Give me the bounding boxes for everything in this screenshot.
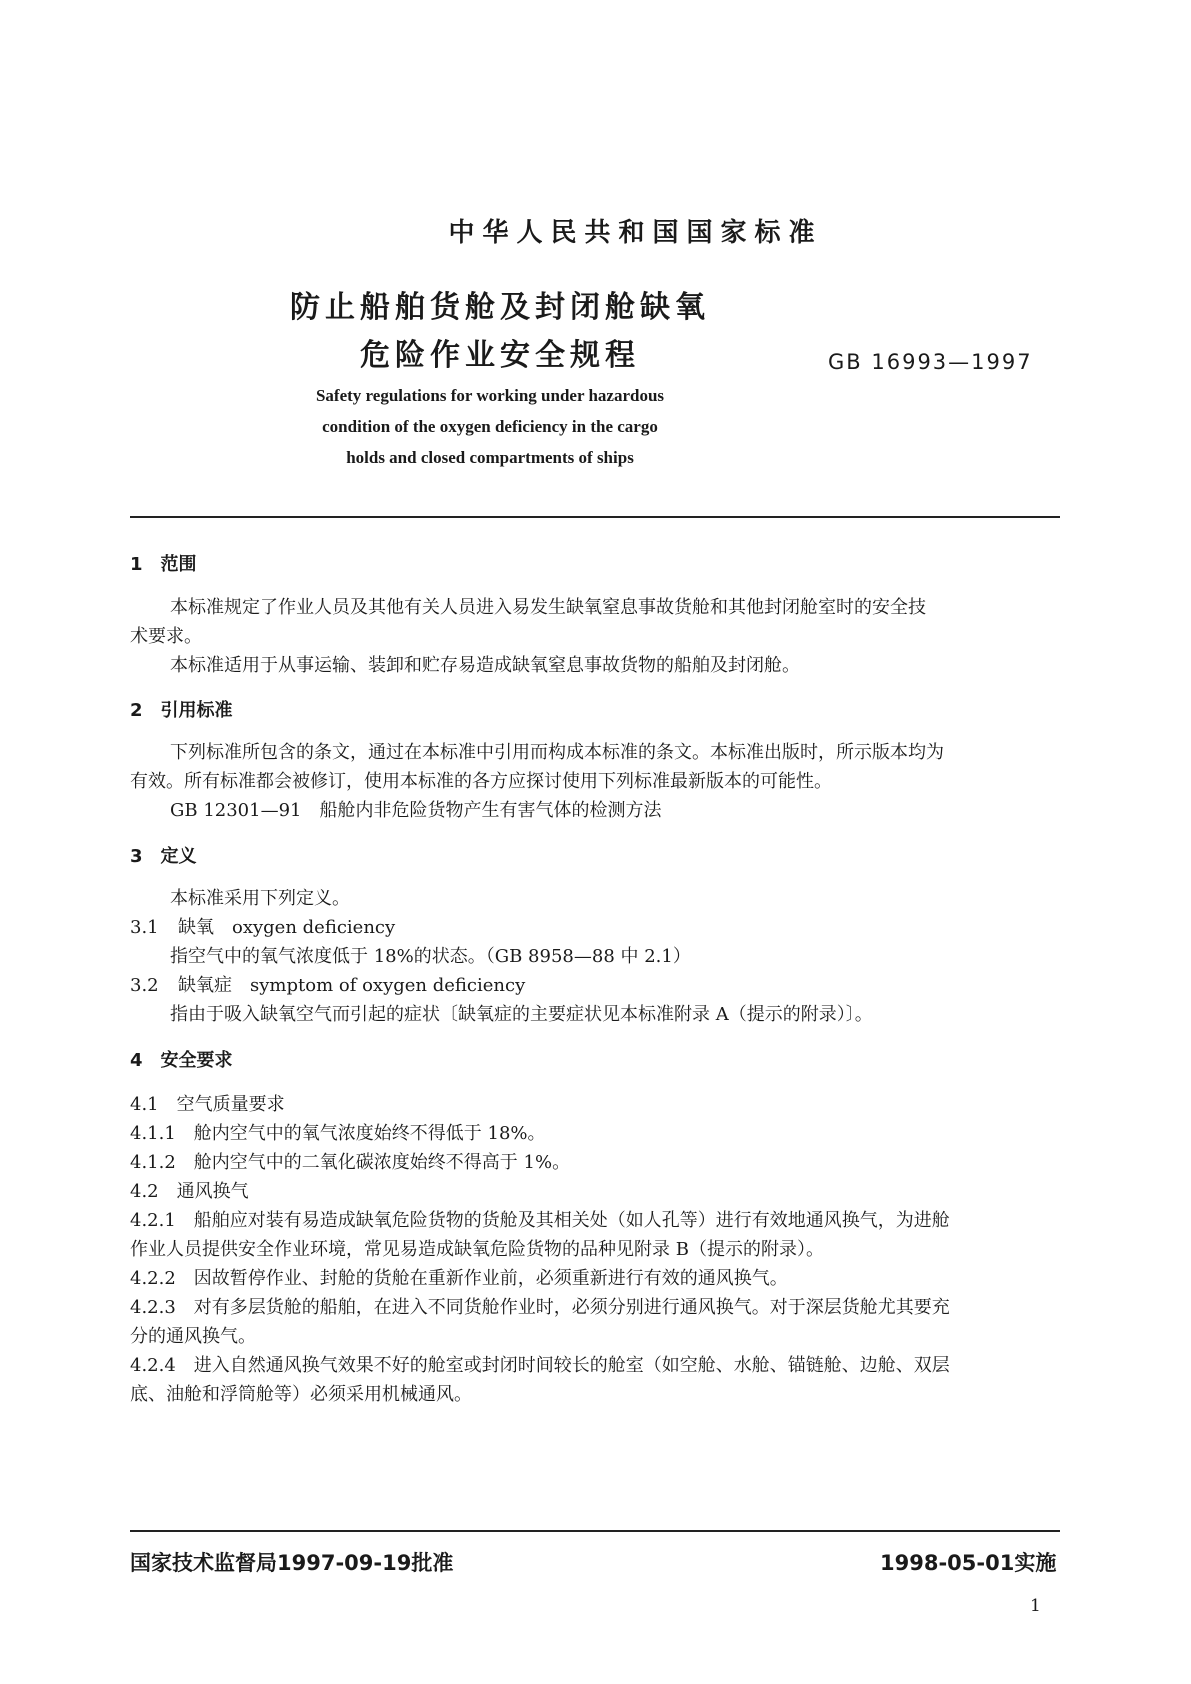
section-1-heading: 1 范围 xyxy=(130,554,197,575)
s3-intro: 本标准采用下列定义。 xyxy=(170,888,350,909)
clause-4-1: 4.1 空气质量要求 xyxy=(130,1094,285,1115)
clause-4-2: 4.2 通风换气 xyxy=(130,1181,249,1202)
s1-paragraph-2: 本标准适用于从事运输、装卸和贮存易造成缺氧窒息事故货物的船舶及封闭舱。 xyxy=(170,655,800,676)
clause-4-1-1: 4.1.1 舱内空气中的氧气浓度始终不得低于 18%。 xyxy=(130,1123,546,1144)
s2-paragraph-line2: 有效。所有标准都会被修订，使用本标准的各方应探讨使用下列标准最新版本的可能性。 xyxy=(130,771,832,792)
clause-4-2-1-line1: 4.2.1 船舶应对装有易造成缺氧危险货物的货舱及其相关处（如人孔等）进行有效地通风换气，为进舱 xyxy=(130,1210,950,1231)
clause-4-2-2: 4.2.2 因故暂停作业、封舱的货舱在重新作业前，必须重新进行有效的通风换气。 xyxy=(130,1268,788,1289)
s2-reference: GB 12301—91 船舱内非危险货物产生有害气体的检测方法 xyxy=(170,800,662,821)
s3-def2-number: 3.2 xyxy=(130,975,159,996)
s1-paragraph-1-line2: 术要求。 xyxy=(130,626,202,647)
s3-def1-text: 指空气中的氧气浓度低于 18%的状态。（GB 8958—88 中 2.1） xyxy=(170,946,691,967)
clause-4-2-3-line1: 4.2.3 对有多层货舱的船舶，在进入不同货舱作业时，必须分别进行通风换气。对于深层货舱尤其要充 xyxy=(130,1297,950,1318)
clause-4-2-4-line1: 4.2.4 进入自然通风换气效果不好的舱室或封闭时间较长的舱室（如空舱、水舱、锚链舱、边舱、双层 xyxy=(130,1355,950,1376)
clause-4-2-3-line2: 分的通风换气。 xyxy=(130,1326,256,1347)
title-en-line2: condition of the oxygen deficiency in the cargo xyxy=(322,417,658,436)
section-3-heading: 3 定义 xyxy=(130,846,197,867)
standard-number: GB 16993—1997 xyxy=(828,350,1033,374)
clause-4-2-1-line2: 作业人员提供安全作业环境，常见易造成缺氧危险货物的品种见附录 B（提示的附录）。 xyxy=(130,1239,824,1260)
title-en-line1: Safety regulations for working under hazardous xyxy=(315,386,665,405)
s3-def2-text: 指由于吸入缺氧空气而引起的症状〔缺氧症的主要症状见本标准附录 A（提示的附录）〕。 xyxy=(170,1004,873,1025)
s3-def1-number: 3.1 xyxy=(130,917,159,938)
s3-def1-term: 缺氧 oxygen deficiency xyxy=(178,917,396,938)
title-en-line3: holds and closed compartments of ships xyxy=(346,448,634,467)
footer-divider xyxy=(130,1530,1060,1532)
title-cn-line2: 危险作业安全规程 xyxy=(360,338,640,373)
header-divider xyxy=(130,516,1060,518)
clause-4-2-4-line2: 底、油舱和浮筒舱等）必须采用机械通风。 xyxy=(130,1384,472,1405)
clause-4-1-2: 4.1.2 舱内空气中的二氧化碳浓度始终不得高于 1%。 xyxy=(130,1152,571,1173)
approval-line: 国家技术监督局1997-09-19批准 xyxy=(130,1551,454,1575)
section-2-heading: 2 引用标准 xyxy=(130,700,233,721)
title-cn-line1: 防止船舶货舱及封闭舱缺氧 xyxy=(290,290,710,325)
s2-paragraph-line1: 下列标准所包含的条文，通过在本标准中引用而构成本标准的条文。本标准出版时，所示版本均为 xyxy=(170,742,944,763)
national-standard-heading: 中华人民共和国国家标准 xyxy=(448,218,823,248)
s3-def2-term: 缺氧症 symptom of oxygen deficiency xyxy=(178,975,526,996)
section-4-heading: 4 安全要求 xyxy=(130,1050,233,1071)
s1-paragraph-1-line1: 本标准规定了作业人员及其他有关人员进入易发生缺氧窒息事故货舱和其他封闭舱室时的安全技 xyxy=(170,597,926,618)
effective-date: 1998-05-01实施 xyxy=(880,1551,1057,1575)
page-number: 1 xyxy=(1030,1596,1041,1616)
